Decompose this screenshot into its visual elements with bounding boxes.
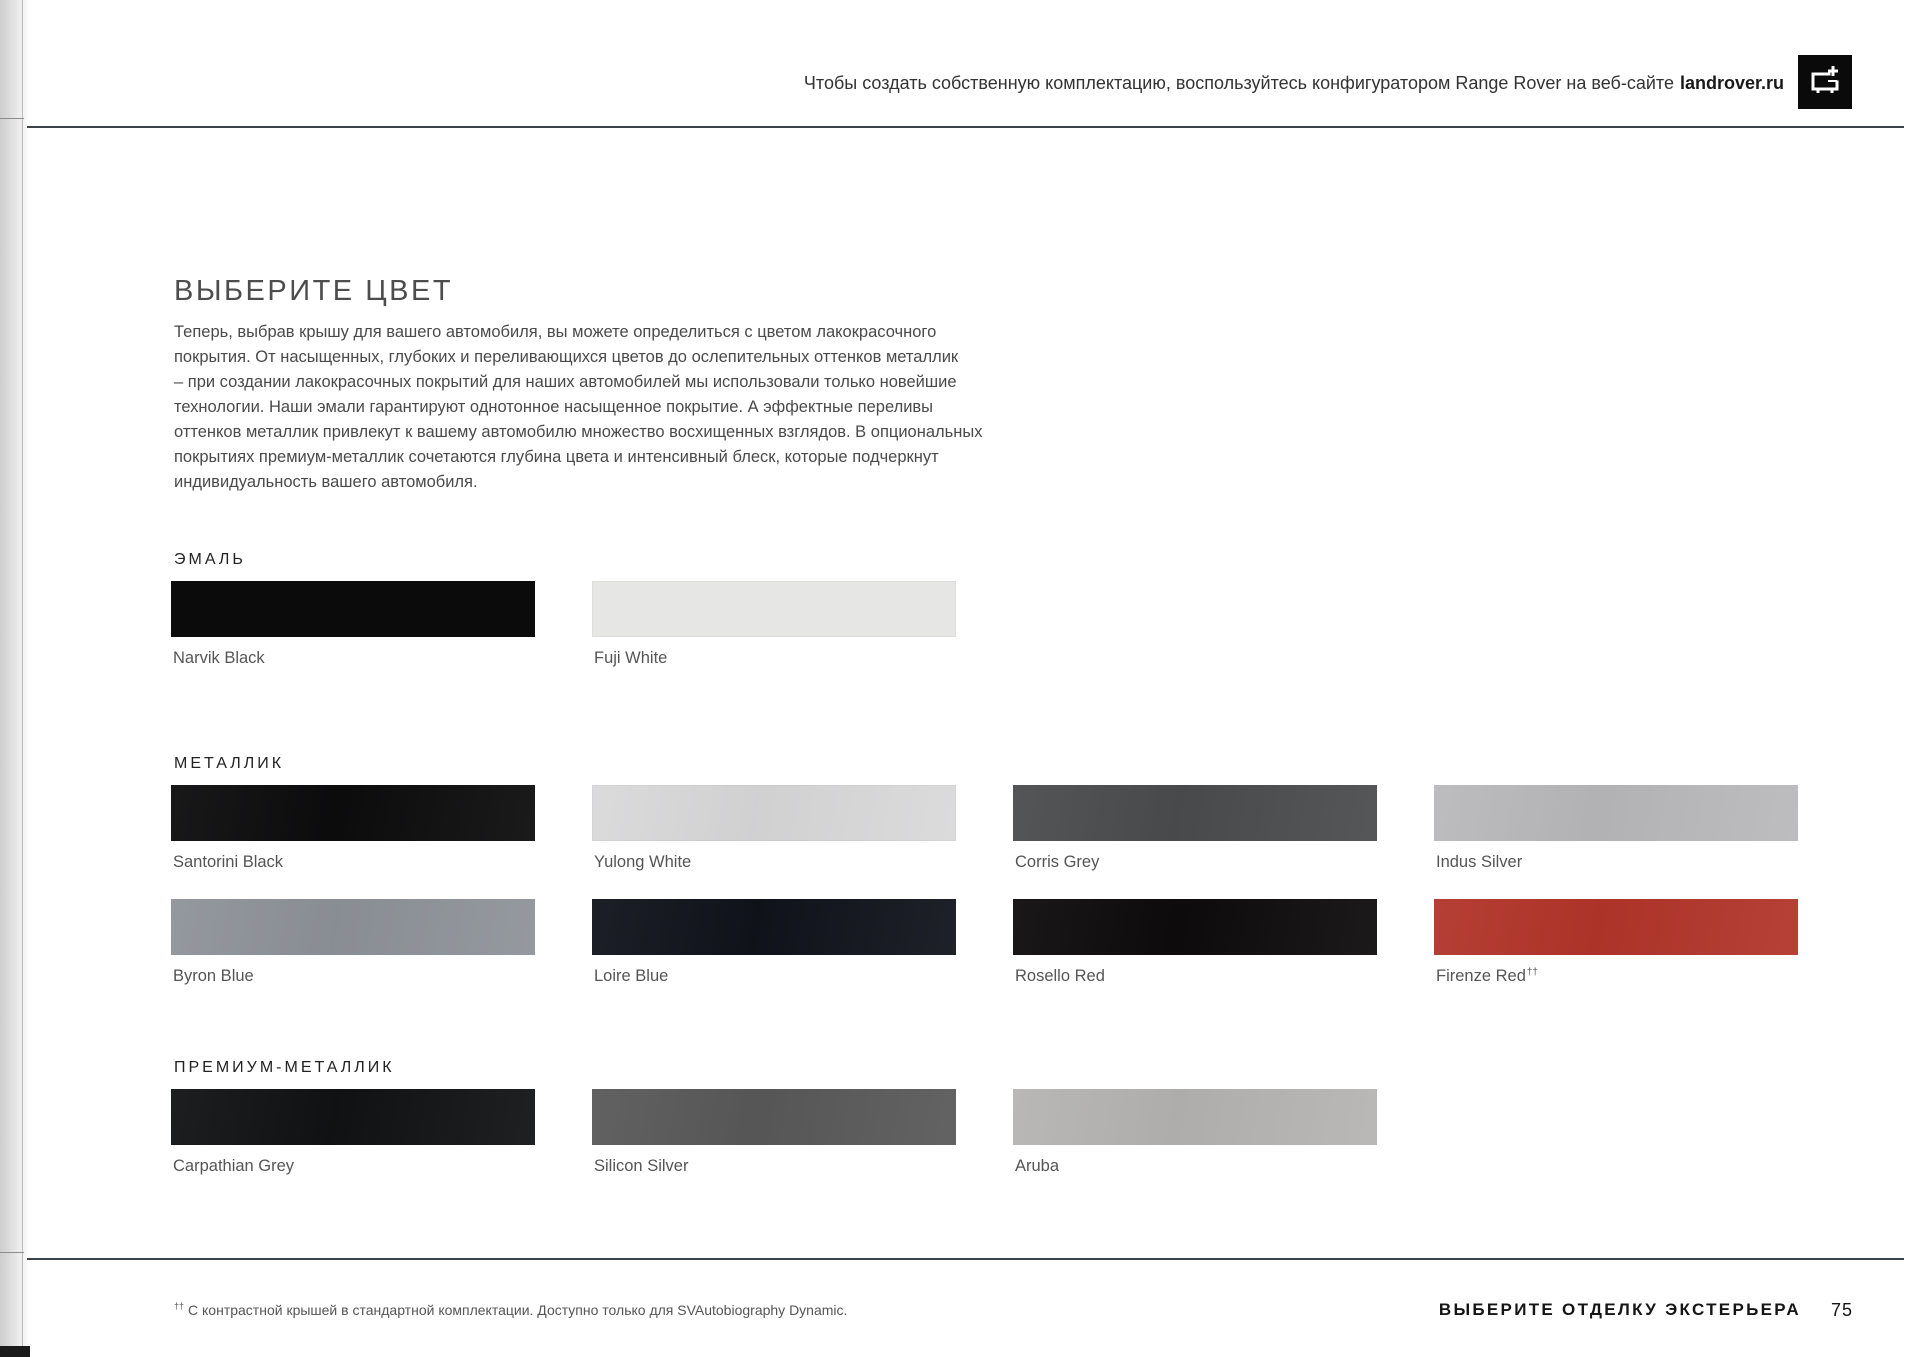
footnote-marker: ††: [1526, 967, 1538, 978]
intro-line: оттенков металлик привлекут к вашему автомобилю множество восхищенных взглядов. В опциональных: [174, 423, 983, 441]
intro-line: Теперь, выбрав крышу для вашего автомобиля, вы можете определиться с цветом лакокрасочного: [174, 323, 937, 341]
binding-edge-line: [22, 0, 23, 1357]
swatch-label: Carpathian Grey: [173, 1157, 295, 1175]
swatch-yulong-white: [592, 785, 956, 841]
color-option-firenze-red: [1434, 899, 1798, 987]
swatch-santorini-black: [171, 785, 535, 841]
swatch-silicon-silver: [592, 1089, 956, 1145]
section-metallic: [171, 754, 1798, 987]
swatch-grid: [171, 785, 1798, 987]
swatch-label: Silicon Silver: [594, 1157, 689, 1175]
swatch-label: Santorini Black: [173, 853, 284, 871]
section-heading: ПРЕМИУМ-МЕТАЛЛИК: [174, 1059, 395, 1076]
footnote-text: С контрастной крышей в стандартной комплектации. Доступно только для SVAutobiography Dynamic.: [188, 1302, 848, 1318]
section-premium-metallic: [171, 1058, 1798, 1177]
color-option-silicon-silver: [592, 1089, 956, 1177]
swatch-firenze-red: [1434, 899, 1798, 955]
swatch-loire-blue: [592, 899, 956, 955]
color-option-narvik-black: [171, 581, 535, 669]
website-link: landrover.ru: [1679, 73, 1784, 93]
intro-line: покрытия. От насыщенных, глубоких и переливающихся цветов до ослепительных оттенков металлик: [174, 348, 959, 366]
footnote: [174, 1301, 847, 1319]
swatch-rosello-red: [1013, 899, 1377, 955]
swatch-label: [1434, 965, 1798, 987]
color-option-rosello-red: [1013, 899, 1377, 987]
intro-line: технологии. Наши эмали гарантируют однотонное насыщенное покрытие. А эффектные переливы: [174, 398, 934, 416]
swatch-label: Corris Grey: [1015, 853, 1100, 871]
car-configurator-icon: [1798, 55, 1852, 109]
header-configurator-note: [804, 72, 1784, 94]
binding-tick-top: [0, 118, 24, 119]
color-option-santorini-black: [171, 785, 535, 873]
swatch-label: Aruba: [1015, 1157, 1060, 1175]
swatch-label: Byron Blue: [173, 967, 254, 985]
color-option-yulong-white: [592, 785, 956, 873]
intro-line: индивидуальность вашего автомобиля.: [174, 473, 478, 491]
color-option-byron-blue: [171, 899, 535, 987]
swatch-byron-blue: [171, 899, 535, 955]
page-binding-shadow: [0, 0, 28, 1357]
swatch-label: Rosello Red: [1015, 967, 1105, 985]
footer-rule: [27, 1258, 1904, 1260]
swatch-label: Loire Blue: [594, 967, 669, 985]
intro-line: – при создании лакокрасочных покрытий для наших автомобилей мы использовали только новейшие: [174, 373, 957, 391]
color-option-loire-blue: [592, 899, 956, 987]
swatch-fuji-white: [592, 581, 956, 637]
binding-tick-bottom: [0, 1252, 24, 1253]
swatch-corris-grey: [1013, 785, 1377, 841]
color-option-carpathian-grey: [171, 1089, 535, 1177]
swatch-label: Yulong White: [594, 853, 692, 871]
color-option-aruba: [1013, 1089, 1377, 1177]
swatch-aruba: [1013, 1089, 1377, 1145]
page-title: ВЫБЕРИТЕ ЦВЕТ: [174, 275, 454, 307]
color-option-indus-silver: [1434, 785, 1798, 873]
scan-corner: [0, 1346, 30, 1357]
swatch-grid: [171, 1089, 1798, 1177]
swatch-label-text: Firenze Red: [1436, 967, 1526, 985]
footnote-marker: ††: [174, 1301, 185, 1311]
section-heading: ЭМАЛЬ: [174, 551, 246, 568]
color-option-fuji-white: [592, 581, 956, 669]
section-enamel: [171, 550, 1798, 669]
swatch-indus-silver: [1434, 785, 1798, 841]
swatch-carpathian-grey: [171, 1089, 535, 1145]
footer-section-info: [1439, 1299, 1853, 1321]
swatch-label: Narvik Black: [173, 649, 265, 667]
page-number: 75: [1830, 1300, 1853, 1320]
intro-line: покрытиях премиум-металлик сочетаются глубина цвета и интенсивный блеск, которые подчеркнут: [174, 448, 939, 466]
swatch-narvik-black: [171, 581, 535, 637]
intro-paragraph: [174, 320, 982, 495]
swatch-label: Indus Silver: [1436, 853, 1523, 871]
swatch-grid: [171, 581, 1798, 669]
footer-section-title: ВЫБЕРИТЕ ОТДЕЛКУ ЭКСТЕРЬЕРА: [1438, 1300, 1801, 1319]
header-text: Чтобы создать собственную комплектацию, воспользуйтесь конфигуратором Range Rover на веб-сайте: [803, 73, 1674, 93]
swatch-label: Fuji White: [594, 649, 668, 667]
color-option-corris-grey: [1013, 785, 1377, 873]
section-heading: МЕТАЛЛИК: [174, 755, 285, 772]
header-rule: [27, 126, 1904, 128]
